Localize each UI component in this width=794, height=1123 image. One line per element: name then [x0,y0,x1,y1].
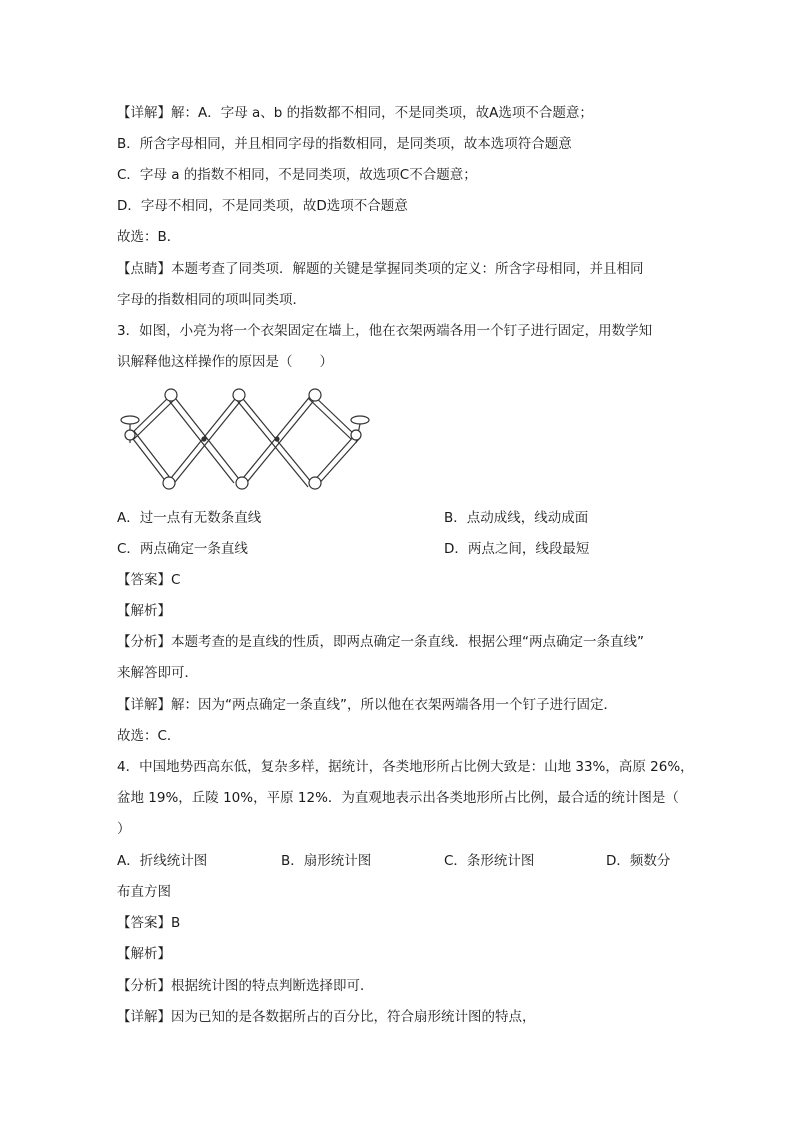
text-line: 来解答即可． [117,665,198,681]
hanger-rails [130,394,359,487]
text-line: 【点睛】本题考查了同类项．解题的关键是掌握同类项的定义：所含字母相同，并且相同 [117,261,644,277]
option-c: C．两点确定一条直线 [117,541,248,557]
text-line: 故选：B． [117,229,181,245]
text-line: 字母的指数相同的项叫同类项． [117,292,306,308]
hanger-figure [112,383,382,493]
option-d: D．两点之间，线段最短 [444,541,590,557]
answer-label: 【答案】C [117,572,181,588]
option-b: B．扇形统计图 [281,853,372,869]
analysis-heading: 【解析】 [117,946,171,962]
option-b: B．点动成线，线动成面 [444,510,589,526]
text-line: 故选：C． [117,728,181,744]
question-3-stem: 识解释他这样操作的原因是（ ） [117,354,333,370]
question-4-stem: 盆地 19%，丘陵 10%，平原 12%．为直观地表示出各类地形所占比例，最合适的统计图是（ [117,790,679,806]
option-a: A．折线统计图 [117,853,208,869]
answer-label: 【答案】B [117,915,181,931]
option-c: C．条形统计图 [444,853,535,869]
analysis-heading: 【解析】 [117,603,171,619]
text-line: C．字母 a 的指数不相同，不是同类项，故选项C不合题意； [117,167,477,183]
question-3-stem: 3．如图，小亮为将一个衣架固定在墙上，他在衣架两端各用一个钉子进行固定，用数学知 [117,323,653,339]
option-d: D．频数分 [606,853,671,869]
text-line: 【分析】根据统计图的特点判断选择即可． [117,978,374,994]
option-d-continued: 布直方图 [117,884,171,900]
text-line: D．字母不相同，不是同类项，故D选项不合题意 [117,198,408,214]
text-line: B．所含字母相同，并且相同字母的指数相同，是同类项，故本选项符合题意 [117,136,572,152]
option-a: A．过一点有无数条直线 [117,510,262,526]
question-4-stem: 4．中国地势西高东低，复杂多样，据统计，各类地形所占比例大致是：山地 33%，高原 26%， [117,759,694,775]
text-line: 【分析】本题考查的是直线的性质，即两点确定一条直线．根据公理“两点确定一条直线” [117,634,644,650]
text-line: 【详解】解：A．字母 a、b 的指数都不相同，不是同类项，故A选项不合题意； [117,105,593,121]
text-line: 【详解】解：因为“两点确定一条直线”，所以他在衣架两端各用一个钉子进行固定． [117,697,617,713]
text-line: 【详解】因为已知的是各数据所占的百分比，符合扇形统计图的特点， [117,1009,536,1025]
right-nail-icon [351,416,369,443]
question-4-stem: ） [117,821,131,837]
